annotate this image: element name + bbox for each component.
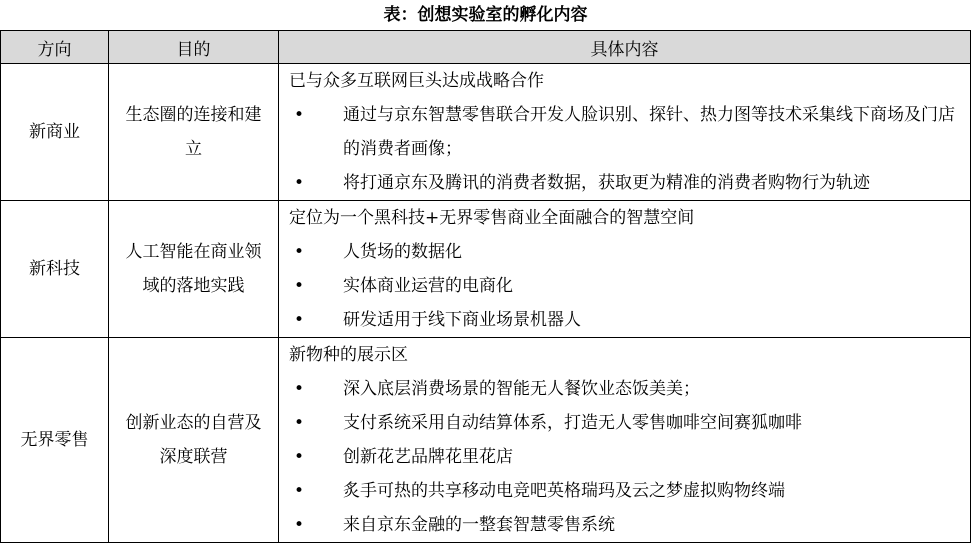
bullet-dot-icon: • [293, 413, 305, 433]
header-purpose: 目的 [109, 31, 279, 64]
bullet-text: 支付系统采用自动结算体系，打造无人零售咖啡空间赛狐咖啡 [343, 413, 802, 433]
bullet-item [289, 303, 970, 337]
bullet-dot-icon: • [293, 447, 305, 467]
header-direction: 方向 [1, 31, 109, 64]
header-content: 具体内容 [279, 31, 971, 64]
bullet-item [289, 372, 970, 406]
bullet-item [289, 269, 970, 303]
bullet-text: 通过与京东智慧零售联合开发人脸识别、探针、热力图等技术采集线下商场及门店的消费者画像； [343, 105, 955, 159]
table-row [1, 64, 971, 201]
bullet-item [289, 235, 970, 269]
bullet-text: 深入底层消费场景的智能无人餐饮业态饭美美； [343, 379, 700, 399]
purpose-cell [109, 201, 279, 338]
bullet-dot-icon: • [293, 515, 305, 535]
bullet-text: 研发适用于线下商业场景机器人 [343, 310, 581, 330]
bullet-text: 炙手可热的共享移动电竞吧英格瑞玛及云之梦虚拟购物终端 [343, 481, 785, 501]
purpose-text: 创新业态的自营及深度联营 [125, 413, 262, 467]
direction-text: 新商业 [29, 122, 80, 142]
bullet-dot-icon: • [293, 379, 305, 399]
direction-cell [1, 201, 109, 338]
bullet-text: 创新花艺品牌花里花店 [343, 447, 513, 467]
bullet-item [289, 508, 970, 542]
bullet-item [289, 98, 970, 166]
direction-cell [1, 338, 109, 543]
table-caption: 表：创想实验室的孵化内容 [383, 5, 588, 25]
bullet-item [289, 166, 970, 200]
purpose-cell [109, 64, 279, 201]
content-cell [279, 338, 971, 543]
bullet-dot-icon: • [293, 242, 305, 262]
purpose-cell [109, 338, 279, 543]
content-intro: 定位为一个黑科技+无界零售商业全面融合的智慧空间 [289, 208, 695, 228]
direction-text: 新科技 [29, 259, 80, 279]
purpose-text: 人工智能在商业领域的落地实践 [125, 242, 262, 296]
content-intro: 新物种的展示区 [289, 345, 408, 365]
bullet-text: 来自京东金融的一整套智慧零售系统 [343, 515, 615, 535]
bullet-text: 人货场的数据化 [343, 242, 462, 262]
bullet-dot-icon: • [293, 173, 305, 193]
bullet-text: 将打通京东及腾讯的消费者数据，获取更为精准的消费者购物行为轨迹 [343, 173, 870, 193]
bullet-dot-icon: • [293, 276, 305, 296]
bullet-dot-icon: • [293, 310, 305, 330]
bullet-text: 实体商业运营的电商化 [343, 276, 513, 296]
bullet-item [289, 406, 970, 440]
table-row [1, 201, 971, 338]
content-intro: 已与众多互联网巨头达成战略合作 [289, 71, 544, 91]
content-cell [279, 64, 971, 201]
table-row [1, 338, 971, 543]
bullet-item [289, 440, 970, 474]
bullet-dot-icon: • [293, 105, 305, 125]
direction-cell [1, 64, 109, 201]
bullet-item [289, 474, 970, 508]
content-cell [279, 201, 971, 338]
purpose-text: 生态圈的连接和建立 [125, 105, 262, 159]
incubation-table [0, 30, 971, 543]
direction-text: 无界零售 [20, 430, 89, 450]
bullet-dot-icon: • [293, 481, 305, 501]
table-header-row [1, 31, 971, 64]
